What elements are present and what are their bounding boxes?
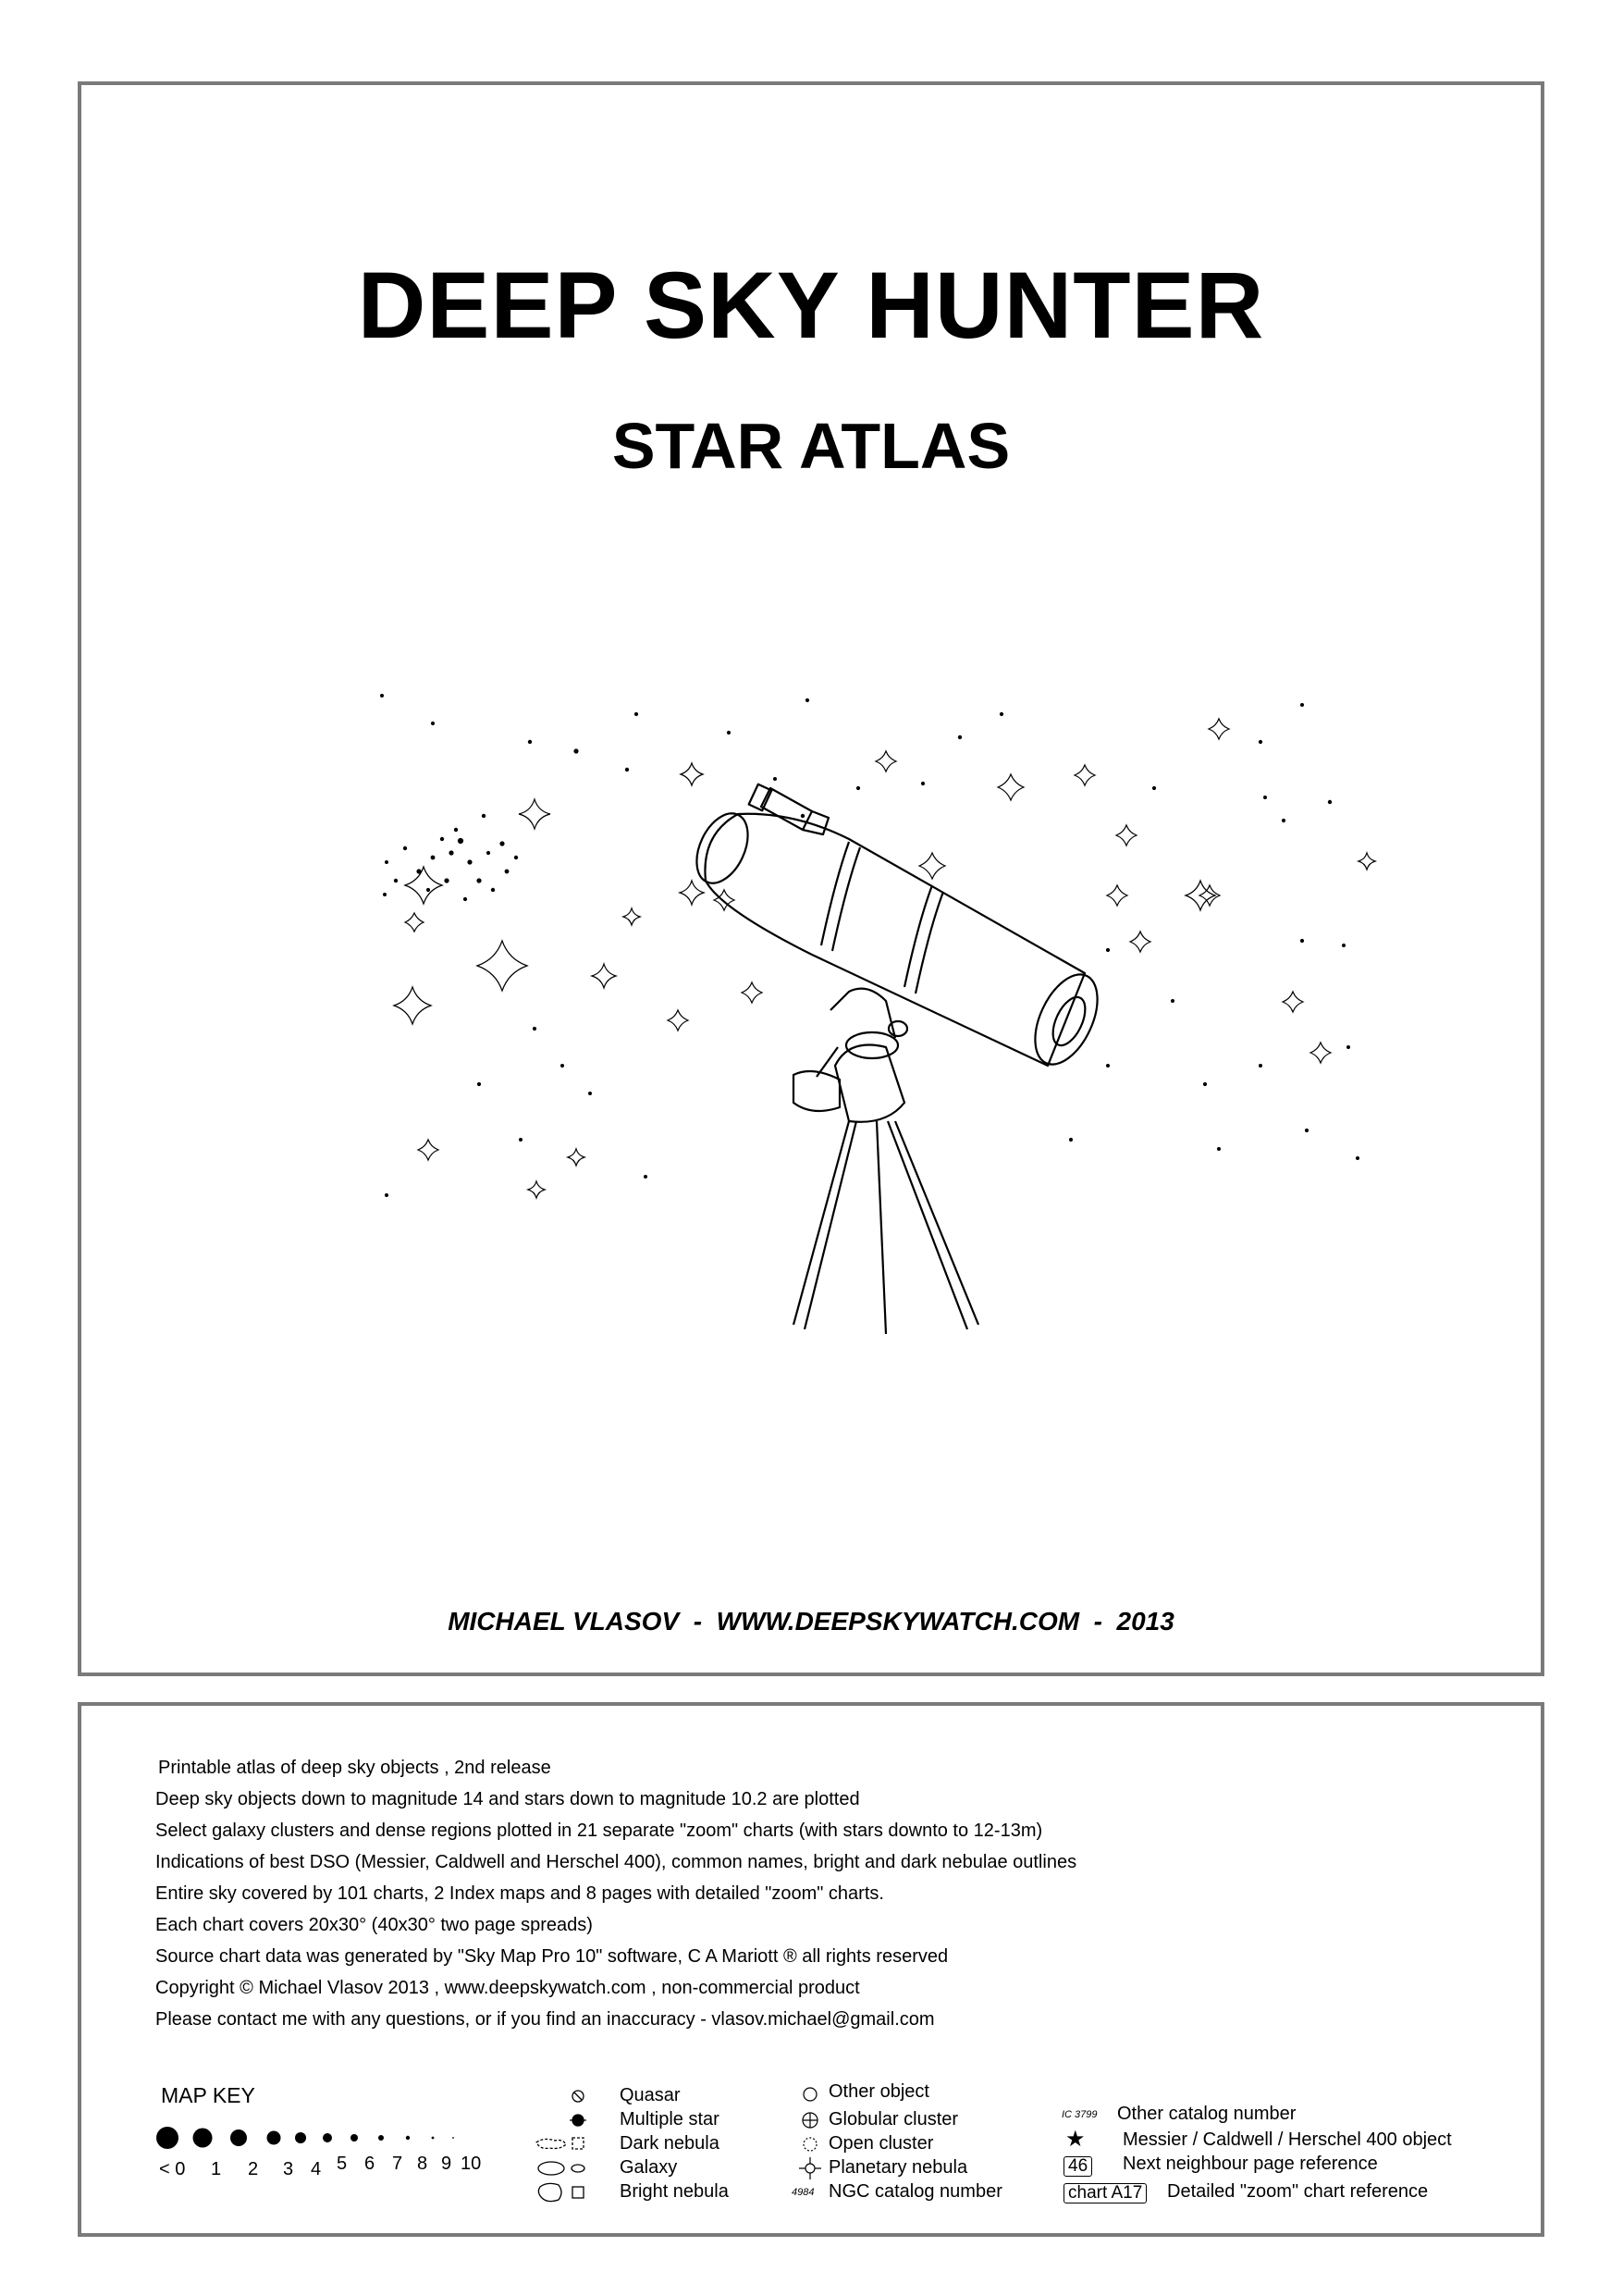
info-line: Select galaxy clusters and dense regions plotted in 21 separate "zoom" charts (with stars downto to 12-13m) <box>155 1821 1043 1841</box>
key-best-object-label: Messier / Caldwell / Herschel 400 object <box>1123 2129 1452 2150</box>
other-object-icon <box>804 2088 817 2101</box>
dark-nebula-icon <box>536 2138 584 2149</box>
key-globular-cluster-label: Globular cluster <box>829 2109 959 2129</box>
magnitude-scale <box>155 2124 461 2152</box>
info-line: Source chart data was generated by "Sky Map Pro 10" software, C A Mariott ® all rights reserved <box>155 1946 949 1967</box>
magnitude-label: 7 <box>392 2154 403 2174</box>
tripod-leg-right <box>895 1121 978 1325</box>
key-open-cluster-label: Open cluster <box>829 2133 934 2154</box>
magnitude-label: 5 <box>337 2154 348 2174</box>
key-multiple-star-label: Multiple star <box>620 2109 719 2129</box>
star-sparkle <box>477 941 527 991</box>
key-page-ref-label: Next neighbour page reference <box>1123 2154 1378 2174</box>
telescope-illustration <box>294 603 1478 1362</box>
star-field <box>381 695 1375 1198</box>
magnitude-label: 6 <box>364 2154 375 2174</box>
ic-example: IC 3799 <box>1062 2109 1098 2120</box>
map-key-symbols-col1 <box>535 2085 590 2215</box>
magnitude-label: 9 <box>441 2154 452 2174</box>
atlas-title: DEEP SKY HUNTER <box>357 253 1265 358</box>
key-dark-nebula-label: Dark nebula <box>620 2133 719 2154</box>
ngc-example: 4984 <box>792 2187 815 2198</box>
magnitude-label: 3 <box>283 2159 294 2179</box>
key-other-object-label: Other object <box>829 2081 929 2102</box>
key-quasar-label: Quasar <box>620 2085 681 2105</box>
info-line: Each chart covers 20x30° (40x30° two page spreads) <box>155 1915 593 1935</box>
magnitude-label: 4 <box>311 2159 322 2179</box>
info-line: Entire sky covered by 101 charts, 2 Index maps and 8 pages with detailed "zoom" charts. <box>155 1883 884 1904</box>
telescope-tube <box>686 806 1110 1074</box>
best-object-star-icon: ★ <box>1065 2127 1086 2152</box>
author-byline: MICHAEL VLASOV - WWW.DEEPSKYWATCH.COM - 2013 <box>448 1607 1174 1636</box>
magnitude-label: 10 <box>461 2154 482 2174</box>
description-lines <box>155 1752 1076 2035</box>
info-line: Printable atlas of deep sky objects , 2nd release <box>158 1758 551 1778</box>
info-line: Please contact me with any questions, or if you find an inaccuracy - vlasov.michael@gmail.com <box>155 2009 935 2030</box>
chart-ref-example <box>1064 2182 1147 2203</box>
key-planetary-nebula-label: Planetary nebula <box>829 2157 968 2178</box>
magnitude-label: 8 <box>417 2154 428 2174</box>
magnitude-label: < 0 <box>159 2159 186 2179</box>
tripod-leg-left <box>793 1121 849 1325</box>
finder-scope <box>749 784 829 834</box>
multiple-star-icon <box>570 2115 586 2126</box>
key-galaxy-label: Galaxy <box>620 2157 678 2178</box>
counterweight <box>793 1071 840 1111</box>
tripod-leg-middle <box>877 1121 886 1334</box>
chart-ref-box: chart A17 <box>1064 2183 1147 2203</box>
globular-cluster-icon <box>803 2113 818 2128</box>
page-ref-example <box>1064 2155 1092 2177</box>
info-line: Indications of best DSO (Messier, Caldwell and Herschel 400), common names, bright and dark nebulae outlines <box>155 1852 1077 1872</box>
map-key-title: MAP KEY <box>161 2083 255 2107</box>
info-line: Deep sky objects down to magnitude 14 and stars down to magnitude 10.2 are plotted <box>155 1789 860 1809</box>
page-ref-box: 46 <box>1064 2156 1092 2177</box>
key-other-catalog-label: Other catalog number <box>1117 2104 1297 2124</box>
atlas-subtitle: STAR ATLAS <box>611 410 1011 482</box>
quasar-icon <box>572 2091 584 2102</box>
info-frame <box>78 1702 1544 2237</box>
key-chart-ref-label: Detailed "zoom" chart reference <box>1167 2181 1429 2202</box>
bright-nebula-icon <box>538 2183 584 2201</box>
planetary-nebula-icon <box>799 2157 821 2179</box>
galaxy-icon <box>538 2162 584 2175</box>
magnitude-label: 2 <box>248 2159 259 2179</box>
cover-frame <box>78 81 1544 1676</box>
key-bright-nebula-label: Bright nebula <box>620 2181 729 2202</box>
key-ngc-label: NGC catalog number <box>829 2181 1002 2202</box>
info-line: Copyright © Michael Vlasov 2013 , www.deepskywatch.com , non-commercial product <box>155 1978 860 1998</box>
mount-head <box>835 1045 904 1122</box>
magnitude-label: 1 <box>211 2159 222 2179</box>
open-cluster-icon <box>804 2138 817 2151</box>
